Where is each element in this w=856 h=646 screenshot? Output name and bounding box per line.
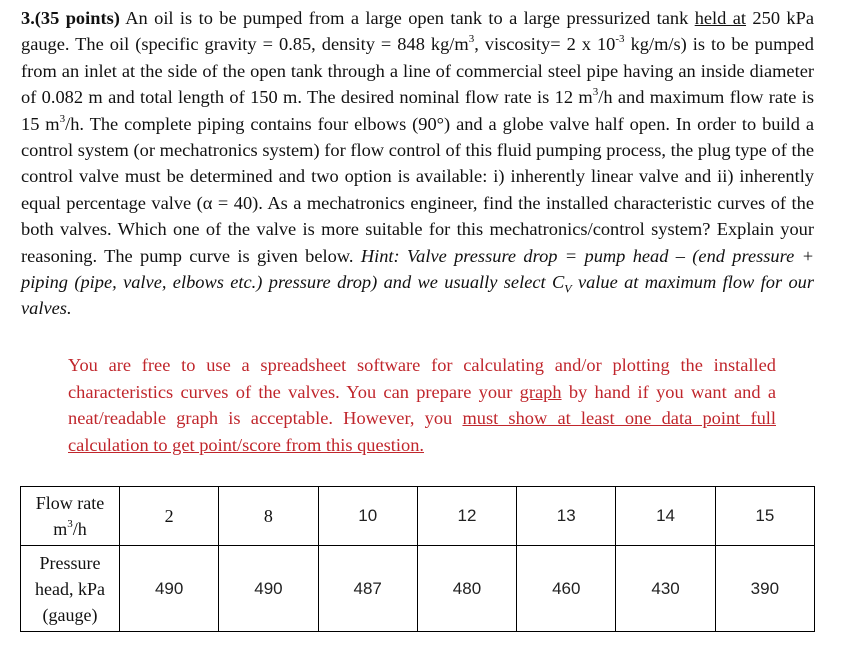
flow-rate-unit-suffix: /h	[72, 519, 87, 539]
instructions-note	[68, 352, 776, 458]
cv-subscript: V	[564, 281, 572, 296]
flow-rate-unit-exponent: 3	[67, 518, 73, 530]
question-text	[21, 5, 814, 322]
nominal-flow-exponent: 3	[592, 86, 599, 99]
hint-segment: Hint: Valve pressure drop = pump head – (end pressure + piping (pipe, valve, elbows etc.) pressure drop) and we usually select C	[21, 245, 814, 293]
question-segment: 250 kPa gauge. The oil (specific gravity = 0.85, density = 848 kg/m	[21, 8, 814, 55]
flow-rate-cell: 10	[318, 487, 417, 546]
held-at-underlined: held at	[694, 8, 747, 28]
must-show-underlined: must show at least one data point full calculation to get point/score from this question.	[68, 408, 776, 455]
pressure-head-cell: 490	[120, 546, 219, 632]
pressure-head-gauge: (gauge)	[42, 604, 98, 625]
flow-rate-cell: 8	[219, 487, 318, 546]
question-segment: , viscosity= 2 x 10	[474, 34, 616, 55]
pressure-head-cell: 430	[616, 546, 715, 632]
note-segment: by hand if you want and a neat/readable graph is acceptable. However, you	[68, 381, 777, 429]
density-exponent: 3	[468, 33, 475, 46]
pressure-head-label: Pressure	[39, 552, 101, 573]
pressure-head-cell: 390	[715, 546, 814, 632]
flow-rate-cell: 2	[120, 487, 219, 546]
question-segment: /h. The complete piping contains four elbows (90°) and a globe valve half open. In order to build a control system (or mechatronics system) for flow control of this fluid pumping process, the plug type of the control valve must be determined and two option is available: i) inherently linear valve and ii) inherently equal percentage valve (α = 40). As a mechatronics engineer, find the installed characteristic curves of the both valves. Which one of the valve is more suitable for this mechatronics/control system? Explain your reasoning. The pump curve is given below.	[21, 113, 815, 266]
flow-rate-cell: 13	[517, 487, 616, 546]
flow-rate-label: Flow rate	[35, 493, 105, 513]
pressure-head-row	[21, 546, 815, 632]
pressure-head-cell: 487	[318, 546, 417, 632]
flow-rate-cell: 15	[715, 487, 814, 546]
question-paragraph	[21, 5, 814, 322]
question-segment: /h and maximum flow rate is 15 m	[21, 87, 814, 134]
question-segment: kg/m/s) is to be pumped from an inlet at the side of the open tank through a line of commercial steel pipe having an inside diameter of 0.082 m and total length of 150 m. The desired nominal flow rate is 12 m	[21, 34, 814, 108]
flow-rate-row	[21, 487, 815, 546]
pressure-head-cell: 480	[417, 546, 516, 632]
flow-rate-cell: 12	[417, 487, 516, 546]
max-flow-exponent: 3	[59, 112, 66, 125]
pressure-head-header	[21, 546, 120, 632]
viscosity-exponent: -3	[615, 33, 625, 46]
pump-curve-table	[20, 486, 815, 632]
pressure-head-unit: head, kPa	[35, 578, 105, 599]
flow-rate-unit: m	[53, 519, 68, 539]
note-segment: You are free to use a spreadsheet software for calculating and/or plotting the installed characteristics curves of the valves. You can prepare your	[68, 355, 776, 402]
note-paragraph	[68, 352, 776, 458]
hint-segment: value at maximum flow for our valves.	[21, 272, 814, 319]
question-number: 3.	[21, 8, 35, 28]
pressure-head-cell: 460	[517, 546, 616, 632]
flow-rate-header	[21, 487, 120, 546]
question-points: (35 points)	[34, 8, 120, 28]
graph-underlined: graph	[519, 381, 562, 402]
pressure-head-cell: 490	[219, 546, 318, 632]
question-segment: An oil is to be pumped from a large open tank to a large pressurized tank	[119, 8, 695, 28]
flow-rate-cell: 14	[616, 487, 715, 546]
